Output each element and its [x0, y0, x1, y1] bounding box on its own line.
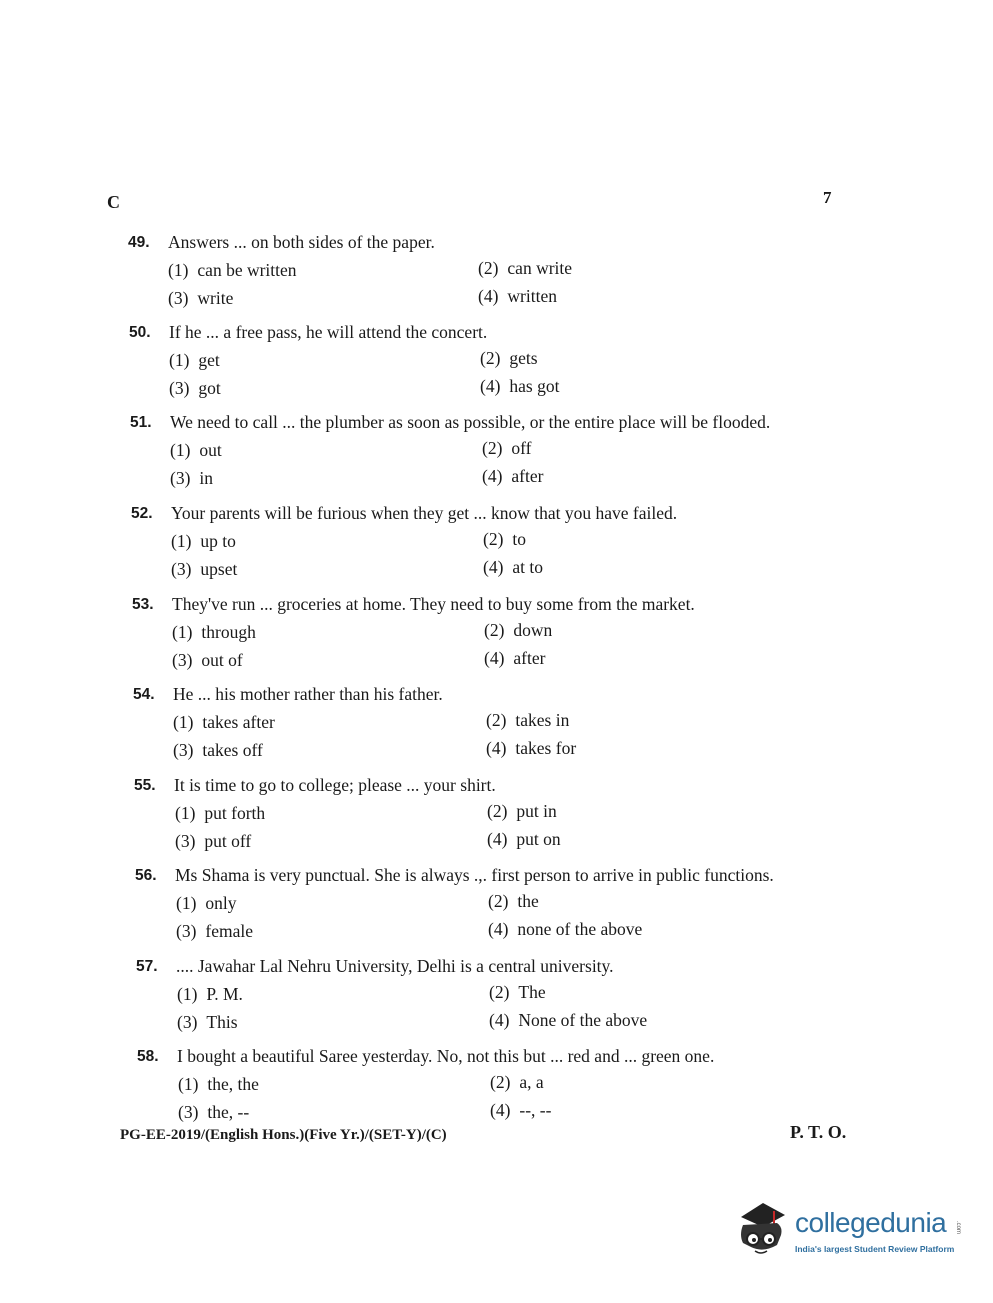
- option-number: (1): [178, 1074, 199, 1094]
- question-number: 52.: [131, 505, 153, 522]
- option-text: gets: [509, 348, 538, 368]
- option-text: a, a: [519, 1072, 544, 1092]
- option-1: [170, 440, 222, 461]
- option-text: write: [197, 288, 234, 308]
- question-text: Answers ... on both sides of the paper.: [168, 232, 435, 252]
- option-number: (1): [173, 712, 194, 732]
- option-number: (3): [173, 740, 194, 760]
- option-4: [484, 648, 545, 669]
- option-number: (1): [177, 984, 198, 1004]
- collegedunia-mascot-icon: [733, 1195, 793, 1265]
- question-number: 53.: [132, 596, 154, 613]
- question-text: They've run ... groceries at home. They need to buy some from the market.: [172, 594, 695, 614]
- option-number: (1): [168, 260, 189, 280]
- option-number: (3): [172, 650, 193, 670]
- option-text: the: [517, 891, 539, 911]
- option-text: only: [205, 893, 237, 913]
- option-number: (3): [171, 559, 192, 579]
- option-text: the, the: [207, 1074, 259, 1094]
- option-3: [171, 559, 237, 580]
- option-text: can write: [507, 258, 573, 278]
- question-number: 58.: [137, 1048, 159, 1065]
- option-text: P. M.: [206, 984, 243, 1004]
- option-text: after: [511, 466, 544, 486]
- brand-suffix: .com: [955, 1221, 961, 1235]
- option-number: (2): [482, 438, 503, 458]
- option-4: [489, 1010, 647, 1031]
- option-text: through: [201, 622, 256, 642]
- option-number: (3): [168, 288, 189, 308]
- option-text: takes after: [202, 712, 275, 732]
- question-number: 50.: [129, 324, 151, 341]
- set-code: C: [107, 192, 120, 212]
- option-text: This: [206, 1012, 238, 1032]
- option-4: [483, 557, 543, 578]
- question-text: He ... his mother rather than his father.: [173, 684, 443, 704]
- option-1: [176, 893, 237, 914]
- option-text: at to: [512, 557, 544, 577]
- question-text: If he ... a free pass, he will attend the concert.: [169, 322, 488, 342]
- option-number: (4): [489, 1010, 510, 1030]
- option-number: (1): [170, 440, 191, 460]
- option-text: The: [518, 982, 546, 1002]
- question-number: 51.: [130, 414, 152, 431]
- option-text: --, --: [519, 1100, 552, 1120]
- option-number: (2): [486, 710, 507, 730]
- option-number: (2): [488, 891, 509, 911]
- option-text: to: [512, 529, 527, 549]
- option-text: up to: [200, 531, 236, 551]
- option-text: down: [513, 620, 553, 640]
- option-number: (2): [478, 258, 499, 278]
- option-text: get: [198, 350, 220, 370]
- option-number: (4): [490, 1100, 511, 1120]
- option-number: (1): [176, 893, 197, 913]
- option-4: [480, 376, 559, 397]
- option-text: written: [507, 286, 557, 306]
- question-text: Your parents will be furious when they get ... know that you have failed.: [171, 503, 678, 523]
- option-number: (2): [489, 982, 510, 1002]
- option-number: (1): [172, 622, 193, 642]
- option-number: (2): [490, 1072, 511, 1092]
- option-2: [483, 529, 526, 550]
- option-3: [178, 1102, 249, 1123]
- option-3: [173, 740, 263, 761]
- option-3: [175, 831, 251, 852]
- option-text: off: [511, 438, 532, 458]
- option-text: upset: [200, 559, 238, 579]
- question-text: I bought a beautiful Saree yesterday. No, not this but ... red and ... green one.: [177, 1046, 715, 1066]
- option-text: female: [205, 921, 254, 941]
- option-number: (3): [169, 378, 190, 398]
- option-text: put forth: [204, 803, 266, 823]
- option-number: (2): [483, 529, 504, 549]
- option-number: (4): [478, 286, 499, 306]
- option-text: takes for: [515, 738, 577, 758]
- question-number: 55.: [134, 777, 156, 794]
- question-text: It is time to go to college; please ... your shirt.: [174, 775, 496, 795]
- option-2: [488, 891, 539, 912]
- option-3: [177, 1012, 238, 1033]
- option-3: [169, 378, 221, 399]
- option-4: [488, 919, 642, 940]
- option-text: put on: [516, 829, 561, 849]
- option-4: [478, 286, 557, 307]
- option-4: [486, 738, 576, 759]
- question-number: 56.: [135, 867, 157, 884]
- option-number: (4): [484, 648, 505, 668]
- option-text: None of the above: [518, 1010, 648, 1030]
- option-1: [178, 1074, 259, 1095]
- option-number: (2): [480, 348, 501, 368]
- option-number: (1): [171, 531, 192, 551]
- option-2: [489, 982, 546, 1003]
- option-text: out of: [201, 650, 243, 670]
- option-4: [487, 829, 561, 850]
- option-1: [172, 622, 256, 643]
- option-number: (4): [486, 738, 507, 758]
- option-2: [480, 348, 538, 369]
- option-number: (4): [488, 919, 509, 939]
- option-text: takes in: [515, 710, 570, 730]
- exam-code: PG-EE-2019/(English Hons.)(Five Yr.)/(SET-Y)/(C): [120, 1127, 447, 1143]
- option-3: [170, 468, 213, 489]
- option-text: in: [199, 468, 214, 488]
- collegedunia-watermark: [733, 1195, 963, 1265]
- question-text: .... Jawahar Lal Nehru University, Delhi is a central university.: [176, 956, 614, 976]
- option-text: can be written: [197, 260, 297, 280]
- option-1: [173, 712, 275, 733]
- question-number: 57.: [136, 958, 158, 975]
- option-3: [168, 288, 233, 309]
- option-4: [490, 1100, 551, 1121]
- brand-tagline: India's largest Student Review Platform: [795, 1244, 955, 1254]
- option-3: [176, 921, 253, 942]
- option-text: takes off: [202, 740, 263, 760]
- option-number: (4): [483, 557, 504, 577]
- question-text: We need to call ... the plumber as soon as possible, or the entire place will be flooded.: [170, 412, 771, 432]
- option-number: (2): [484, 620, 505, 640]
- pto-label: P. T. O.: [790, 1122, 847, 1142]
- option-1: [169, 350, 220, 371]
- option-1: [168, 260, 297, 281]
- option-2: [487, 801, 557, 822]
- option-text: the, --: [207, 1102, 250, 1122]
- option-2: [484, 620, 552, 641]
- option-text: got: [198, 378, 221, 398]
- option-number: (3): [176, 921, 197, 941]
- brand-name: collegedunia: [795, 1207, 947, 1238]
- option-2: [478, 258, 572, 279]
- option-number: (3): [177, 1012, 198, 1032]
- option-text: after: [513, 648, 546, 668]
- option-text: out: [199, 440, 222, 460]
- option-4: [482, 466, 543, 487]
- option-number: (2): [487, 801, 508, 821]
- question-number: 54.: [133, 686, 155, 703]
- question-text: Ms Shama is very punctual. She is always .,. first person to arrive in public functions.: [175, 865, 774, 885]
- option-number: (1): [175, 803, 196, 823]
- page-number: 7: [823, 188, 832, 207]
- option-2: [490, 1072, 544, 1093]
- question-number: 49.: [128, 234, 150, 251]
- option-3: [172, 650, 243, 671]
- option-number: (3): [178, 1102, 199, 1122]
- option-text: put in: [516, 801, 557, 821]
- option-number: (3): [175, 831, 196, 851]
- option-text: none of the above: [517, 919, 643, 939]
- option-number: (1): [169, 350, 190, 370]
- option-number: (4): [487, 829, 508, 849]
- option-2: [486, 710, 569, 731]
- option-number: (4): [482, 466, 503, 486]
- option-1: [171, 531, 236, 552]
- option-1: [175, 803, 265, 824]
- option-1: [177, 984, 243, 1005]
- option-number: (4): [480, 376, 501, 396]
- option-2: [482, 438, 532, 459]
- option-text: has got: [509, 376, 560, 396]
- option-text: put off: [204, 831, 252, 851]
- option-number: (3): [170, 468, 191, 488]
